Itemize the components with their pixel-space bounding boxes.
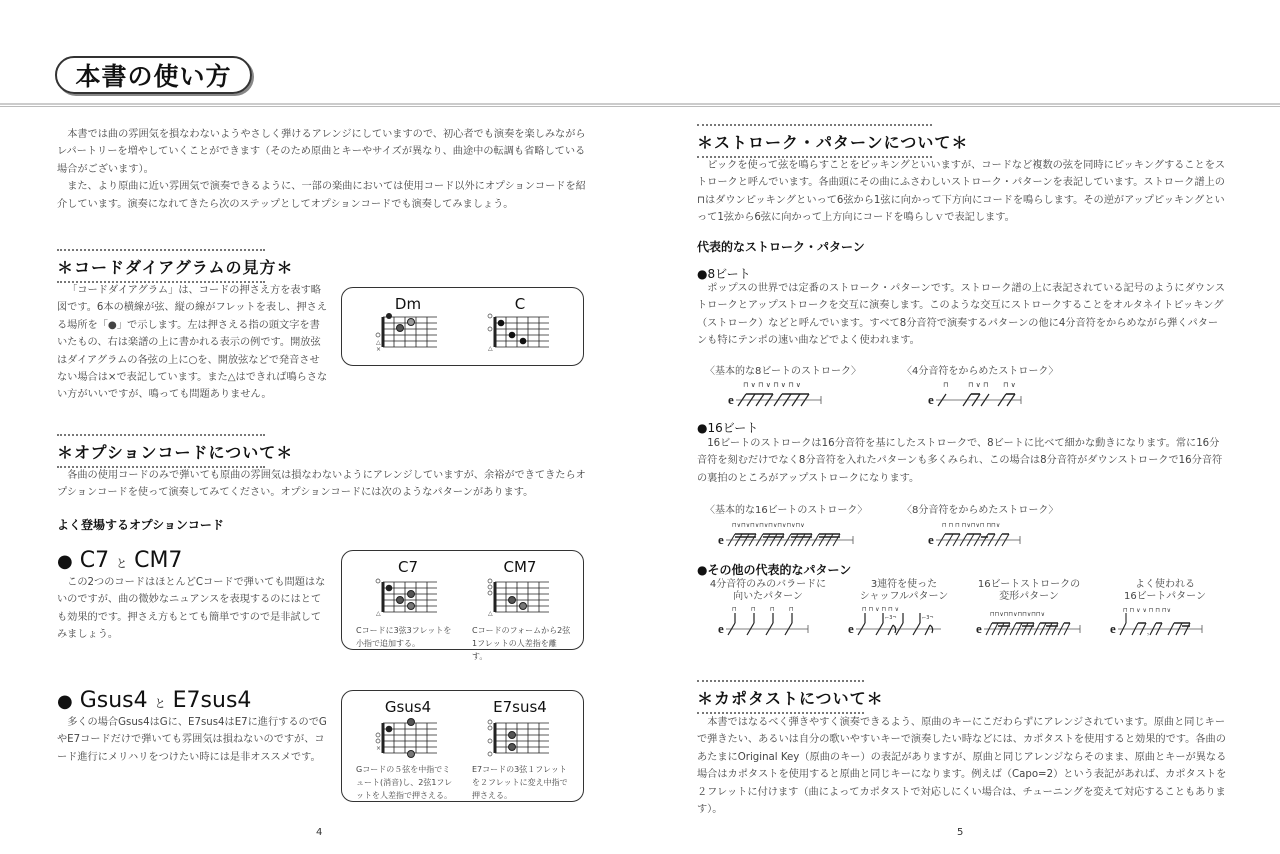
page-number-left: 4	[316, 827, 323, 838]
svg-text:⌐3¬: ⌐3¬	[922, 615, 934, 621]
svg-text:e: e	[728, 392, 734, 407]
svg-text:e: e	[718, 532, 724, 547]
svg-text:△: △	[488, 610, 493, 617]
16-beat-text: 16ビートのストロークは16分音符を基にしたストロークで、8ビートに比べて細かな動きになります。常に16分音符を刻むだけでなく8分音符を入れたパターンも多くみられ、この場合は8分音符がダウンストロークで16分音符の裏拍のところがアップストロークになります。	[697, 438, 1223, 484]
stroke-notation-shuffle	[848, 607, 948, 637]
caption-gsus4: Gコードの５弦を中指でミュート(消音)し、2弦1フレットを人差指で押さえる。	[356, 765, 453, 800]
caption-cm7: Cコードのフォームから2弦1フレットの人差指を離す。	[472, 626, 571, 661]
svg-text:△: △	[376, 339, 381, 346]
svg-text:⊓ ⊓ ∨ ∨ ⊓ ⊓ ⊓∨: ⊓ ⊓ ∨ ∨ ⊓ ⊓ ⊓∨	[1123, 607, 1172, 614]
svg-text:△: △	[488, 345, 493, 352]
svg-text:⊓: ⊓	[732, 606, 737, 613]
svg-text:⊓ ⊓ ∨ ⊓ ⊓ ∨: ⊓ ⊓ ∨ ⊓ ⊓ ∨	[862, 606, 900, 613]
stroke-notation-eighth-note-16-beat	[928, 518, 1028, 548]
chord-diagram-text: 「コードダイアグラム」は、コードの押さえ方を表す略図です。6本の横線が弦、縦の線がフレットを表し、押さえる場所を「●」で示します。左は押さえる指の頭文字を書いたもの、右は楽譜の上に書かれる表示の例です。開放弦はダイアグラムの各弦の上に○を、開放弦などで発音させない場合は×で表記しています。また△はできれば鳴らさない方がいいですが、鳴っても問題ありません。	[57, 285, 328, 401]
svg-text:⊓∨⊓∨⊓∨⊓∨⊓∨⊓∨⊓∨⊓∨: ⊓∨⊓∨⊓∨⊓∨⊓∨⊓∨⊓∨⊓∨	[732, 522, 805, 529]
example-label-16-beat-variation: 16ビートストロークの 変形パターン	[977, 579, 1081, 602]
example-label-basic-16-beat: 〈基本的な16ビートのストローク〉	[705, 505, 868, 516]
section-heading-chord-diagram: ＊コードダイアグラムの見方＊	[57, 249, 265, 283]
c7-cm7-text: この2つのコードはほとんどCコードで弾いても問題はないのですが、曲の微妙なニュアンスを表現するのにはとても効果的です。押さえ方もとても簡単ですので是非試してみましょう。	[57, 577, 326, 641]
page-number-right: 5	[957, 827, 964, 838]
heading-16-beat: ●16ビート	[697, 421, 759, 435]
page-title: 本書の使い方	[55, 56, 252, 94]
svg-text:⊓⊓∨⊓⊓∨⊓⊓∨⊓⊓∨: ⊓⊓∨⊓⊓∨⊓⊓∨⊓⊓∨	[990, 611, 1046, 618]
chord-name-gsus4: Gsus4	[384, 698, 432, 716]
caption-c7: Cコードに3弦3フレットを小指で追加する。	[356, 626, 452, 648]
stroke-notation-common-16-beat	[1110, 607, 1210, 637]
chord-diagram-gsus4	[376, 718, 440, 758]
chord-diagram-box-gsus4-e7sus4	[341, 690, 584, 802]
svg-text:⊓: ⊓	[770, 606, 775, 613]
chord-diagram-box-basic	[341, 287, 584, 366]
example-label-ballad-pattern: 4分音符のみのバラードに 向いたパターン	[709, 579, 827, 602]
svg-text:⊓: ⊓	[751, 606, 756, 613]
capo-text: 本書ではなるべく弾きやすく演奏できるよう、原曲のキーにこだわらずにアレンジされています。原曲と同じキーで弾きたい、あるいは自分の歌いやすいキーで演奏したい時などには、カポタストを使用すると効果的です。各曲のあたまにOriginal Key（原曲のキー）の表記がありますが、原曲と同じアレンジならそのまま、原曲とキーが異なる場合はカポタストを使用すると原曲と同じキーになります。例えば（Capo=2）という表記があれば、カポタストを２フレットに付けます（曲によってカポタストで対応しにくい場合は、チューニングを変えて対応することもあります）。	[697, 717, 1227, 816]
chord-diagram-c7	[376, 577, 440, 617]
chord-name-c: C	[514, 295, 526, 313]
stroke-notation-ballad	[718, 607, 813, 637]
intro-paragraph-1: 本書では曲の雰囲気を損なわないようやさしく弾けるアレンジにしていますので、初心者でも演奏を楽しみながらレパートリーを増やしていくことができます（そのため原曲とキーやサイズが異なり、曲途中の転調も省略している場合がございます）。	[57, 129, 586, 175]
stroke-notation-basic-8-beat	[728, 378, 828, 408]
section-heading-stroke-pattern: ＊ストローク・パターンについて＊	[697, 124, 932, 158]
svg-text:e: e	[718, 621, 724, 636]
intro-paragraph-2: また、より原曲に近い雰囲気で演奏できるように、一部の楽曲においては使用コード以外にオプションコードを紹介しています。演奏になれてきたら次のステップとしてオプションコードでも演奏してみましょう。	[57, 181, 586, 210]
example-label-basic-8-beat: 〈基本的な8ビートのストローク〉	[705, 366, 861, 377]
svg-text:×: ×	[376, 346, 382, 353]
svg-text:⊓ ∨ ⊓: ⊓ ∨ ⊓	[968, 381, 989, 389]
svg-text:⊓: ⊓	[943, 381, 949, 389]
svg-text:⊓ ∨ ⊓ ∨ ⊓ ∨ ⊓ ∨: ⊓ ∨ ⊓ ∨ ⊓ ∨ ⊓ ∨	[743, 381, 801, 389]
8-beat-text: ポップスの世界では定番のストローク・パターンです。ストローク譜の上に表記されている記号のようにダウンストロークとアップストロークを交互に演奏します。このような交互にストロークすることをオルタネイトピッキング（ストローク）などと呼んでいます。すべて8分音符で演奏するパターンの他に4分音符をからめながら弾くパターンも特にテンポの速い曲などでよく使われます。	[697, 283, 1226, 347]
chord-name-cm7: CM7	[503, 558, 537, 576]
gsus4-e7sus4-text: 多くの場合Gsus4はGに、E7sus4はE7に進行するのでGやE7コードだけで弾いても雰囲気は損ねないのですが、コード進行にメリハリをつけたい時には是非オススメです。	[57, 717, 327, 763]
svg-text:𝄾: 𝄾	[1147, 631, 1149, 639]
header-rule	[0, 103, 1280, 107]
chord-name-c7: C7	[397, 558, 419, 576]
svg-text:e: e	[1110, 621, 1116, 636]
stroke-notation-quarter-note-8-beat	[928, 378, 1028, 408]
chord-diagram-cm7	[488, 577, 552, 617]
intro-text	[57, 126, 587, 213]
svg-text:⌐3¬: ⌐3¬	[885, 615, 897, 621]
subheading-common-option-chords: よく登場するオプションコード	[57, 518, 224, 532]
svg-text:⊓ ⊓ ⊓ ⊓∨⊓∨⊓ ⊓⊓∨: ⊓ ⊓ ⊓ ⊓∨⊓∨⊓ ⊓⊓∨	[942, 522, 1001, 529]
svg-text:e: e	[848, 621, 854, 636]
heading-other-patterns: ●その他の代表的なパターン	[697, 563, 852, 577]
svg-text:⊓ ∨: ⊓ ∨	[1003, 381, 1016, 389]
subheading-typical-stroke-patterns: 代表的なストローク・パターン	[697, 240, 865, 254]
chord-diagram-c	[488, 312, 552, 352]
svg-text:⊓: ⊓	[789, 606, 794, 613]
example-label-shuffle-pattern: 3連符を使った シャッフルパターン	[859, 579, 949, 602]
svg-text:e: e	[928, 392, 934, 407]
chord-diagram-box-c7-cm7	[341, 550, 584, 661]
chord-pair-title-c7-cm7: ● C7 と CM7	[57, 548, 183, 573]
section-heading-option-chord: ＊オプションコードについて＊	[57, 434, 265, 468]
svg-text:×: ×	[376, 745, 382, 752]
example-label-quarter-note-stroke: 〈4分音符をからめたストローク〉	[902, 366, 1059, 377]
heading-8-beat: ●8ビート	[697, 267, 751, 281]
chord-diagram-e7sus4	[492, 718, 552, 758]
option-chord-text: 各曲の使用コードのみで弾いても原曲の雰囲気は損なわないようにアレンジしていますが、余裕ができてきたらオプションコードを使って演奏してみてください。オプションコードには次のようなパターンがあります。	[57, 470, 586, 499]
stroke-notation-16-beat-variation	[976, 607, 1086, 637]
chord-name-e7sus4: E7sus4	[493, 698, 547, 716]
chord-diagram-dm	[376, 312, 440, 353]
example-label-common-16-beat: よく使われる 16ビートパターン	[1124, 579, 1206, 602]
svg-text:e: e	[976, 621, 982, 636]
chord-pair-title-gsus4-e7sus4: ● Gsus4 と E7sus4	[57, 688, 252, 713]
svg-text:e: e	[928, 532, 934, 547]
caption-e7sus4: E7コードの3弦１フレットを２フレットに変え中指で押さえる。	[472, 765, 568, 800]
chord-name-dm: Dm	[394, 295, 422, 313]
stroke-notation-basic-16-beat	[718, 518, 858, 548]
stroke-pattern-text: ピックを使って弦を鳴らすことをピッキングといいますが、コードなど複数の弦を同時にピッキングすることをストロークと呼んでいます。各曲頭にその曲にふさわしいストローク・パターンを表記しています。ストローク譜上の⊓はダウンピッキングといって6弦から1弦に向かって下方向にコードを鳴らします。その逆がアップピッキングといって1弦から6弦に向かって上方向にコードを鳴らしｖで表記します。	[697, 160, 1226, 224]
example-label-eighth-note-stroke: 〈8分音符をからめたストローク〉	[902, 505, 1059, 516]
section-heading-capo: ＊カポタストについて＊	[697, 680, 864, 714]
svg-text:△: △	[376, 610, 381, 617]
